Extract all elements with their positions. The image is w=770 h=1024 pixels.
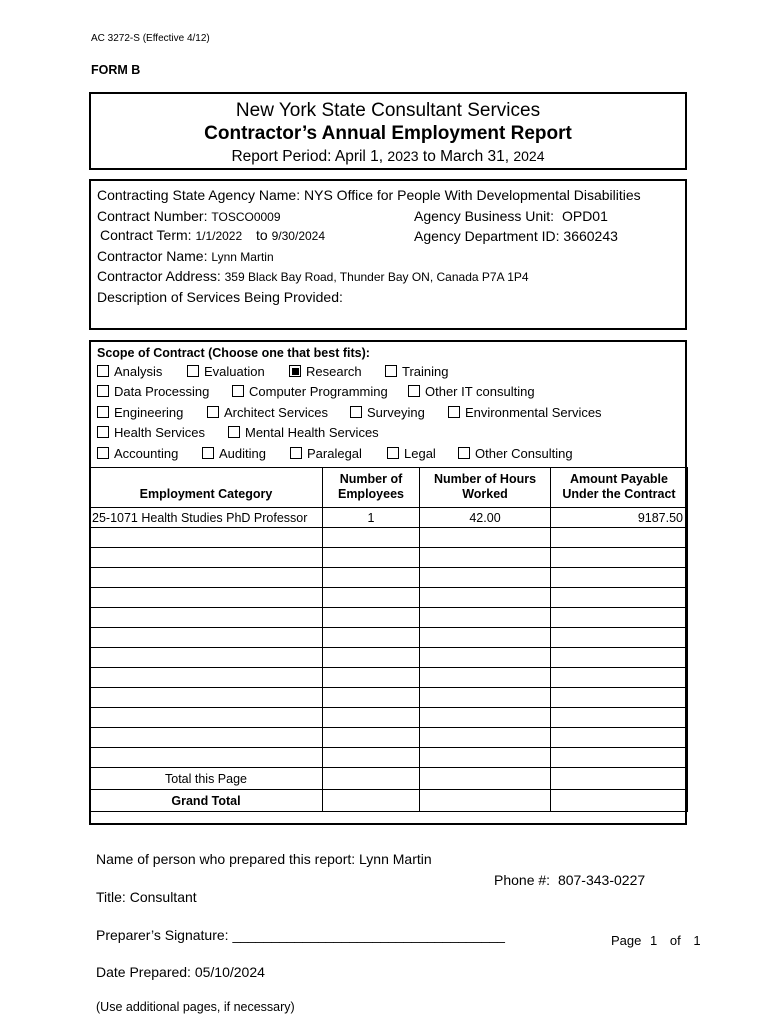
hours-cell[interactable]: [420, 668, 551, 688]
table-row: [90, 528, 688, 548]
signature-row: [96, 927, 505, 943]
agency-label: Contracting State Agency Name:: [97, 187, 301, 203]
phone-field[interactable]: 807-343-0227: [557, 872, 646, 888]
agency-field[interactable]: NYS Office for People With Developmental Disabilities: [304, 187, 641, 203]
page-counter: [611, 933, 701, 948]
scope-label-computer-programming: Computer Programming: [249, 384, 388, 399]
employment-category-cell[interactable]: [90, 708, 323, 728]
agency-row: [97, 187, 641, 203]
scope-label-other-it-consulting: Other IT consulting: [425, 384, 535, 399]
col-amount-payable: Amount Payable Under the Contract: [551, 468, 688, 508]
contract-number-row: [97, 208, 281, 224]
grand-total-amount[interactable]: [551, 790, 688, 812]
page-number: 1: [650, 933, 658, 948]
scope-checkbox-health-services[interactable]: [97, 426, 109, 438]
scope-checkbox-data-processing[interactable]: [97, 385, 109, 397]
hours-cell[interactable]: [420, 648, 551, 668]
scope-option-mental-health-services[interactable]: [228, 425, 379, 440]
department-label: Agency Department ID:: [414, 228, 560, 244]
scope-checkbox-training[interactable]: [385, 365, 397, 377]
scope-label-health-services: Health Services: [114, 425, 206, 440]
signature-field[interactable]: ___________________________________: [232, 927, 505, 943]
description-label: Description of Services Being Provided:: [97, 289, 343, 305]
hours-cell[interactable]: [420, 568, 551, 588]
amount-cell[interactable]: [551, 748, 688, 768]
scope-checkbox-environmental-services[interactable]: [448, 406, 460, 418]
period-to: to March 31,: [422, 148, 510, 165]
amount-cell[interactable]: [551, 548, 688, 568]
employment-table: [89, 467, 688, 812]
scope-option-paralegal[interactable]: [290, 446, 362, 461]
employees-cell[interactable]: [323, 708, 420, 728]
col-number-of-employees: Number of Employees: [323, 468, 420, 508]
employees-cell[interactable]: [323, 668, 420, 688]
contractor-name-row: [97, 248, 274, 264]
scope-checkbox-accounting[interactable]: [97, 447, 109, 459]
scope-option-architect-services[interactable]: [207, 405, 328, 420]
grand-total-label: Grand Total: [90, 790, 323, 812]
report-header-box: [89, 92, 687, 170]
scope-option-computer-programming[interactable]: [232, 384, 388, 399]
employment-category-cell[interactable]: [90, 688, 323, 708]
scope-checkbox-architect-services[interactable]: [207, 406, 219, 418]
scope-option-data-processing[interactable]: [97, 384, 209, 399]
date-field[interactable]: 05/10/2024: [194, 964, 265, 980]
contractor-address-label: Contractor Address:: [97, 268, 221, 284]
scope-label-evaluation: Evaluation: [204, 364, 265, 379]
hours-cell[interactable]: [420, 748, 551, 768]
additional-pages-note: (Use additional pages, if necessary): [96, 1000, 295, 1014]
term-end-field[interactable]: 9/30/2024: [271, 229, 326, 243]
scope-checkbox-other-it-consulting[interactable]: [408, 385, 420, 397]
business-unit-field[interactable]: OPD01: [561, 208, 608, 224]
employees-cell[interactable]: 1: [323, 508, 420, 528]
department-field[interactable]: 3660243: [563, 228, 618, 244]
period-end-year[interactable]: 2024: [513, 148, 545, 164]
term-start-field[interactable]: 1/1/2022: [195, 229, 243, 243]
grand-total-employees[interactable]: [323, 790, 420, 812]
table-row: [90, 608, 688, 628]
scope-option-health-services[interactable]: [97, 425, 205, 440]
employment-category-cell[interactable]: [90, 528, 323, 548]
scope-label-analysis: Analysis: [114, 364, 163, 379]
employment-category-cell[interactable]: [90, 728, 323, 748]
hours-cell[interactable]: [420, 548, 551, 568]
period-prefix: Report Period: April 1,: [231, 148, 384, 165]
employees-cell[interactable]: [323, 568, 420, 588]
scope-option-environmental-services[interactable]: [448, 405, 602, 420]
table-row: [90, 508, 688, 528]
amount-cell[interactable]: [551, 728, 688, 748]
scope-option-surveying[interactable]: [350, 405, 425, 420]
table-row: [90, 748, 688, 768]
scope-checkbox-legal[interactable]: [387, 447, 399, 459]
contract-number-label: Contract Number:: [97, 208, 208, 224]
scope-label-data-processing: Data Processing: [114, 384, 210, 399]
employees-cell[interactable]: [323, 748, 420, 768]
amount-cell[interactable]: [551, 568, 688, 588]
employees-cell[interactable]: [323, 648, 420, 668]
amount-cell[interactable]: [551, 648, 688, 668]
table-row: [90, 728, 688, 748]
scope-label-engineering: Engineering: [114, 405, 184, 420]
table-row: [90, 648, 688, 668]
contractor-name-label: Contractor Name:: [97, 248, 208, 264]
scope-label-auditing: Auditing: [219, 446, 266, 461]
grand-total-row: [90, 790, 688, 812]
scope-checkbox-computer-programming[interactable]: [232, 385, 244, 397]
hours-cell[interactable]: [420, 528, 551, 548]
contract-term-label: Contract Term:: [100, 227, 192, 243]
employment-category-cell[interactable]: [90, 668, 323, 688]
col-hours-worked: Number of Hours Worked: [420, 468, 551, 508]
scope-label-paralegal: Paralegal: [307, 446, 362, 461]
scope-checkbox-surveying[interactable]: [350, 406, 362, 418]
department-row: [414, 228, 618, 244]
grand-total-hours[interactable]: [420, 790, 551, 812]
scope-checkbox-paralegal[interactable]: [290, 447, 302, 459]
hours-cell[interactable]: [420, 688, 551, 708]
employment-category-cell[interactable]: [90, 648, 323, 668]
table-row: [90, 668, 688, 688]
scope-label-accounting: Accounting: [114, 446, 179, 461]
amount-cell[interactable]: [551, 688, 688, 708]
contract-number-field[interactable]: TOSCO0009: [211, 210, 281, 224]
page-label: Page: [611, 933, 642, 948]
employees-cell[interactable]: [323, 628, 420, 648]
business-unit-row: [414, 208, 608, 224]
preparer-label: Name of person who prepared this report:: [96, 851, 356, 867]
col-employment-category: Employment Category: [90, 468, 323, 508]
total-page-amount[interactable]: [551, 768, 688, 790]
hours-cell[interactable]: [420, 588, 551, 608]
phone-row: [494, 872, 645, 888]
form-code: AC 3272-S (Effective 4/12): [91, 33, 210, 44]
employment-category-cell[interactable]: [90, 548, 323, 568]
amount-cell[interactable]: [551, 628, 688, 648]
form-label: FORM B: [91, 63, 141, 77]
contractor-address-field[interactable]: 359 Black Bay Road, Thunder Bay ON, Canada P7A 1P4: [224, 270, 529, 284]
report-period: [91, 148, 685, 166]
scope-option-accounting[interactable]: [97, 446, 178, 461]
title-label: Title:: [96, 889, 126, 905]
table-row: [90, 548, 688, 568]
preparer-field[interactable]: Lynn Martin: [359, 851, 432, 867]
total-page-label: Total this Page: [90, 768, 323, 790]
employees-cell[interactable]: [323, 688, 420, 708]
date-row: [96, 964, 265, 980]
preparer-row: [96, 851, 432, 867]
hours-cell[interactable]: [420, 608, 551, 628]
hours-cell[interactable]: [420, 708, 551, 728]
employees-cell[interactable]: [323, 608, 420, 628]
title-row: [96, 889, 197, 905]
table-row: [90, 628, 688, 648]
scope-label-other-consulting: Other Consulting: [475, 446, 573, 461]
total-page-hours[interactable]: [420, 768, 551, 790]
employees-cell[interactable]: [323, 588, 420, 608]
scope-checkbox-engineering[interactable]: [97, 406, 109, 418]
hours-cell[interactable]: [420, 728, 551, 748]
period-start-year[interactable]: 2023: [387, 148, 419, 164]
contract-term-row: [100, 227, 325, 243]
scope-option-engineering[interactable]: [97, 405, 183, 420]
employment-category-cell[interactable]: 25-1071 Health Studies PhD Professor: [90, 508, 323, 528]
scope-option-research[interactable]: [289, 364, 362, 379]
scope-checkbox-analysis[interactable]: [97, 365, 109, 377]
header-title: New York State Consultant Services: [235, 100, 541, 121]
total-page-row: [90, 768, 688, 790]
employment-category-cell[interactable]: [90, 588, 323, 608]
table-row: [90, 688, 688, 708]
page-total: 1: [693, 933, 701, 948]
hours-cell[interactable]: 42.00: [420, 508, 551, 528]
scope-label-training: Training: [402, 364, 449, 379]
employees-cell[interactable]: [323, 528, 420, 548]
contractor-name-field[interactable]: Lynn Martin: [211, 250, 274, 264]
table-header-row: [90, 468, 688, 508]
employment-category-cell[interactable]: [90, 608, 323, 628]
amount-cell[interactable]: [551, 528, 688, 548]
table-row: [90, 568, 688, 588]
employees-cell[interactable]: [323, 548, 420, 568]
employment-category-cell[interactable]: [90, 568, 323, 588]
employment-category-cell[interactable]: [90, 748, 323, 768]
scope-option-other-it-consulting[interactable]: [408, 384, 535, 399]
scope-title: Scope of Contract (Choose one that best fits):: [97, 346, 370, 360]
total-page-employees[interactable]: [323, 768, 420, 790]
scope-label-surveying: Surveying: [367, 405, 425, 420]
business-unit-label: Agency Business Unit:: [414, 208, 555, 224]
scope-option-analysis[interactable]: [97, 364, 162, 379]
hours-cell[interactable]: [420, 628, 551, 648]
employees-cell[interactable]: [323, 728, 420, 748]
phone-label: Phone #:: [494, 872, 551, 888]
scope-label-architect-services: Architect Services: [224, 405, 329, 420]
scope-option-other-consulting[interactable]: [458, 446, 573, 461]
scope-option-legal[interactable]: [387, 446, 436, 461]
scope-label-mental-health-services: Mental Health Services: [245, 425, 379, 440]
scope-checkbox-research[interactable]: [289, 365, 301, 377]
signature-label: Preparer’s Signature:: [96, 927, 229, 943]
title-field[interactable]: Consultant: [129, 889, 197, 905]
scope-checkbox-evaluation[interactable]: [187, 365, 199, 377]
scope-checkbox-auditing[interactable]: [202, 447, 214, 459]
table-row: [90, 588, 688, 608]
scope-label-legal: Legal: [404, 446, 436, 461]
amount-cell[interactable]: [551, 708, 688, 728]
table-row: [90, 708, 688, 728]
amount-cell[interactable]: [551, 668, 688, 688]
scope-label-research: Research: [306, 364, 362, 379]
scope-checkbox-other-consulting[interactable]: [458, 447, 470, 459]
scope-checkbox-mental-health-services[interactable]: [228, 426, 240, 438]
date-label: Date Prepared:: [96, 964, 191, 980]
amount-cell[interactable]: 9187.50: [551, 508, 688, 528]
scope-option-training[interactable]: [385, 364, 448, 379]
scope-option-evaluation[interactable]: [187, 364, 265, 379]
term-to: to: [256, 227, 268, 243]
header-subtitle: Contractor’s Annual Employment Report: [204, 123, 572, 144]
employment-category-cell[interactable]: [90, 628, 323, 648]
scope-option-auditing[interactable]: [202, 446, 266, 461]
scope-label-environmental-services: Environmental Services: [465, 405, 602, 420]
amount-cell[interactable]: [551, 608, 688, 628]
contract-info-box: [89, 179, 687, 330]
page-of: of: [669, 933, 681, 948]
amount-cell[interactable]: [551, 588, 688, 608]
contractor-address-row: [97, 268, 529, 284]
